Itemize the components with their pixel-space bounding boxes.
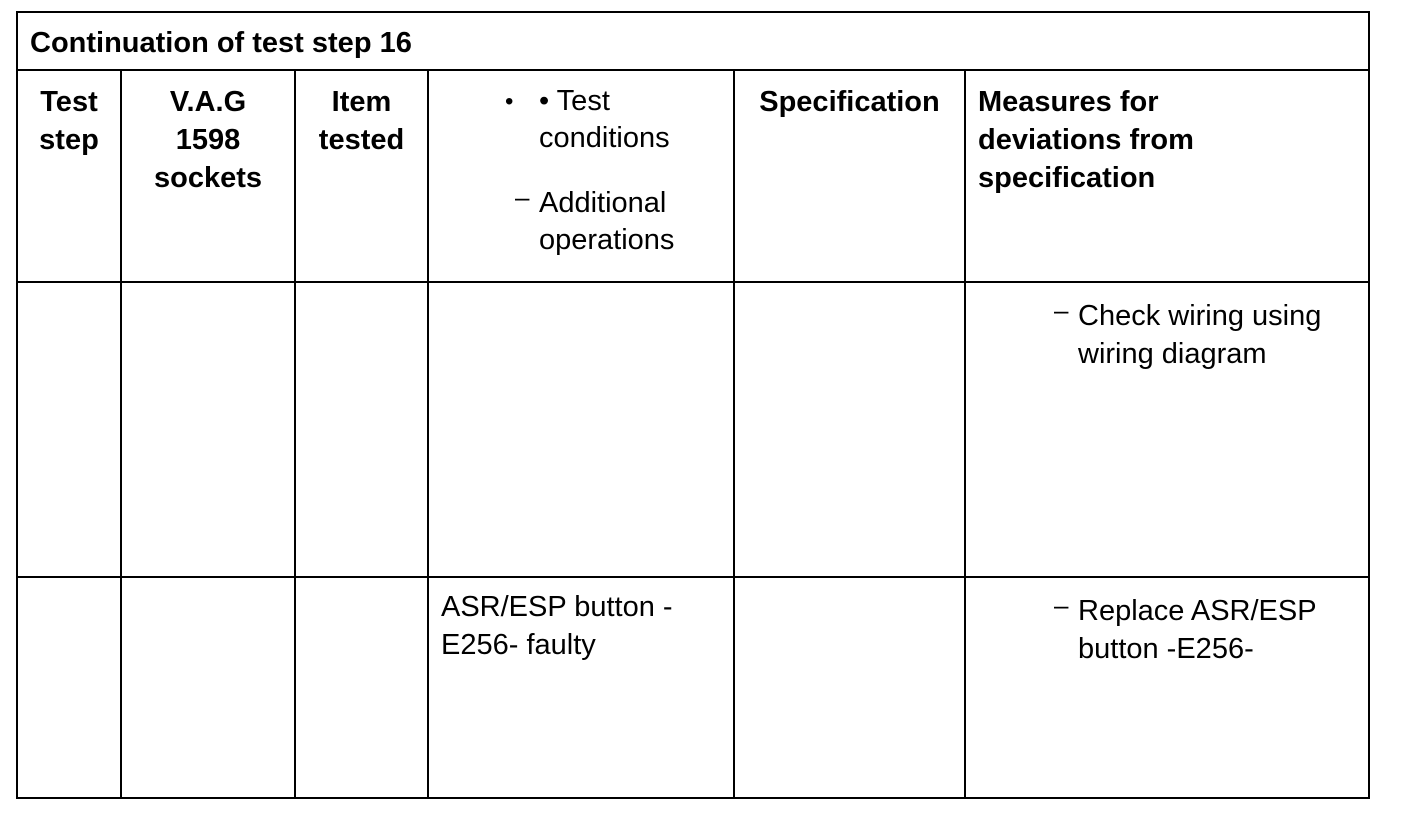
cell-measures	[965, 282, 1369, 577]
table-title: Continuation of test step 16	[17, 12, 1369, 70]
header-measures: Measures for deviations from specification	[965, 70, 1369, 282]
header-row	[17, 70, 1369, 282]
header-item-tested: Item tested	[295, 70, 428, 282]
dash-icon: –	[1054, 295, 1069, 325]
header-conditions	[428, 70, 734, 282]
cell-item-tested	[295, 282, 428, 577]
table-row	[17, 282, 1369, 577]
conditions-line-2: conditions	[539, 122, 670, 154]
cell-sockets	[121, 282, 295, 577]
dash-icon: –	[515, 182, 530, 212]
cell-test-step	[17, 577, 121, 798]
cell-specification	[734, 282, 965, 577]
measure-line-2: wiring diagram	[1078, 338, 1267, 370]
conditions-line-1: • Test	[539, 85, 610, 117]
header-specification: Specification	[734, 70, 965, 282]
cell-specification	[734, 577, 965, 798]
cell-sockets	[121, 577, 295, 798]
cell-item-tested	[295, 577, 428, 798]
measure-line-1: Check wiring using	[1078, 300, 1322, 332]
conditions-line-4: operations	[539, 224, 675, 256]
measure-line-2: button -E256-	[1078, 633, 1254, 665]
cell-measures	[965, 577, 1369, 798]
cell-conditions	[428, 577, 734, 798]
cell-conditions	[428, 282, 734, 577]
dash-icon: –	[1054, 590, 1069, 620]
header-sockets: V.A.G 1598 sockets	[121, 70, 295, 282]
conditions-text-line-2: E256- faulty	[441, 629, 596, 661]
cell-test-step	[17, 282, 121, 577]
table-row	[17, 577, 1369, 798]
test-step-table	[16, 11, 1370, 799]
conditions-line-3: Additional	[539, 187, 667, 219]
measure-line-1: Replace ASR/ESP	[1078, 595, 1317, 627]
conditions-text-line-1: ASR/ESP button -	[441, 591, 673, 623]
bullet-icon: •	[505, 88, 514, 115]
header-test-step: Test step	[17, 70, 121, 282]
